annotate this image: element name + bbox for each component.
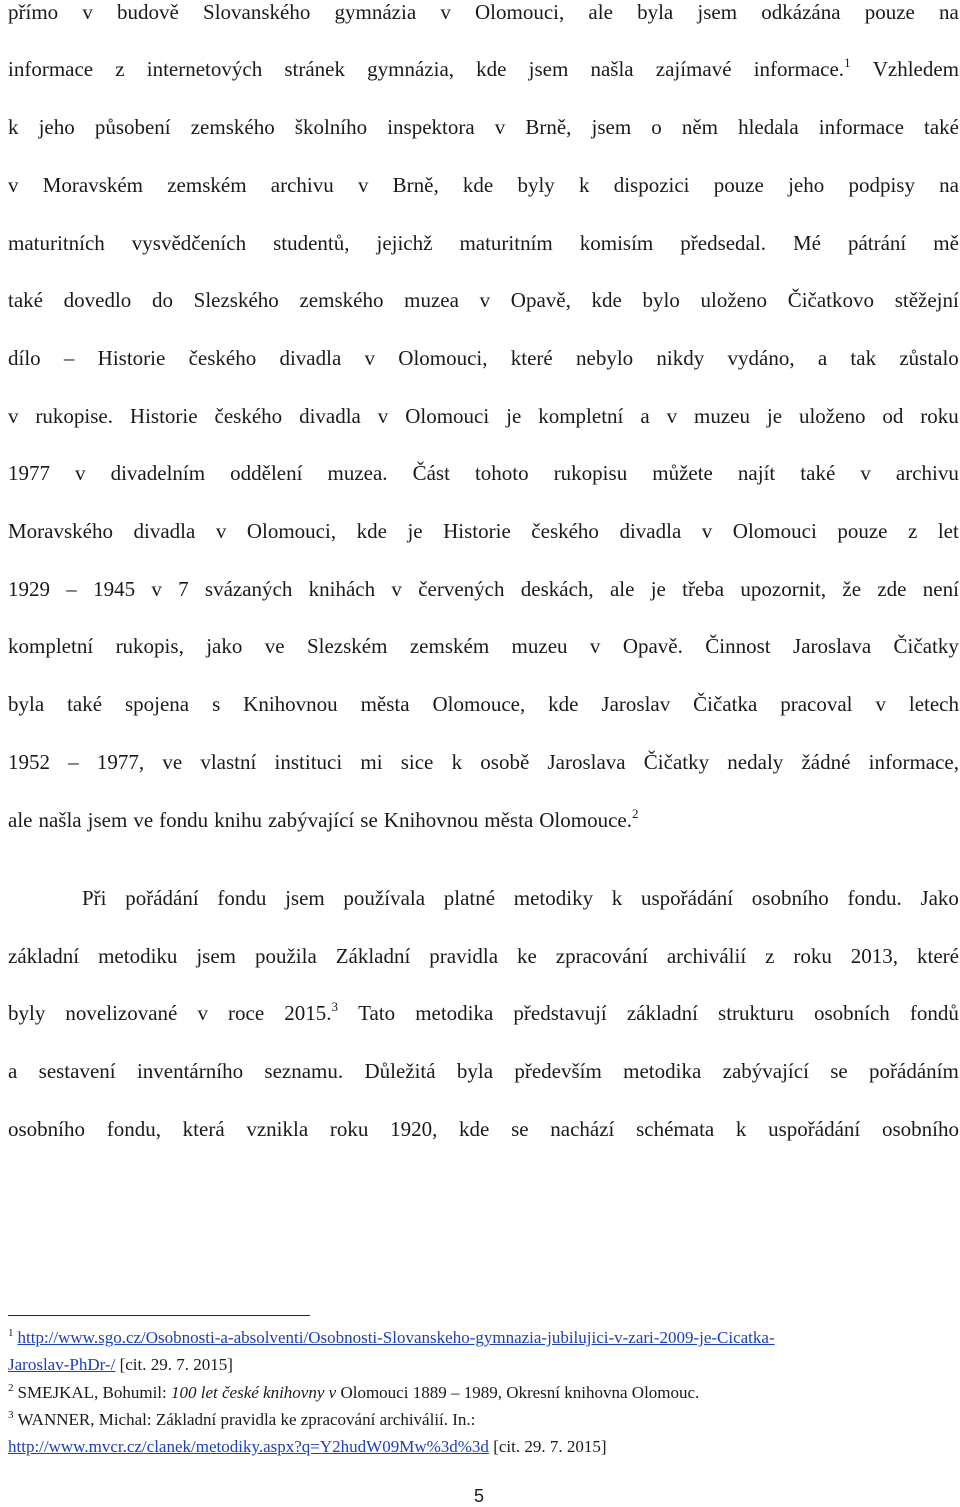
text-line: Při pořádání fondu jsem používala platné metodiky k uspořádání osobního fondu. Jako	[82, 886, 959, 910]
footnote-3-cont	[8, 1437, 607, 1457]
footnote-3-number: 3	[8, 1409, 14, 1421]
text-line: k jeho působení zemského školního inspektora v Brně, jsem o něm hledala informace také	[8, 115, 959, 139]
text-line: v rukopise. Historie českého divadla v Olomouci je kompletní a v muzeu je uloženo od roku	[8, 404, 959, 428]
footnote-2-number: 2	[8, 1382, 14, 1394]
page-number: 5	[474, 1486, 485, 1506]
text-line: základní metodiku jsem použila Základní pravidla ke zpracování archiválií z roku 2013, které	[8, 944, 959, 968]
footnote-2-rest: Olomouci 1889 – 1989, Okresní knihovna Olomouc.	[340, 1383, 700, 1402]
text-line: ale našla jsem ve fondu knihu zabývající se Knihovnou města Olomouce.$^2$	[8, 806, 639, 832]
footnote-3	[8, 1410, 475, 1430]
text-line: dílo – Historie českého divadla v Olomouci, které nebylo nikdy vydáno, a tak zůstalo	[8, 346, 959, 370]
footnote-reference: 2	[632, 806, 639, 821]
footnote-3-cite: [cit. 29. 7. 2015]	[493, 1437, 607, 1456]
footnote-1-number: 1	[8, 1327, 14, 1339]
footnote-reference: 1	[844, 55, 851, 70]
footnote-separator	[8, 1315, 310, 1316]
text-line: 1929 – 1945 v 7 svázaných knihách v červených deskách, ale je třeba upozornit, že zde není	[8, 577, 959, 601]
text-line: 1977 v divadelním oddělení muzea. Část tohoto rukopisu můžete najít také v archivu	[8, 461, 959, 485]
text-line: kompletní rukopis, jako ve Slezském zemském muzeu v Opavě. Činnost Jaroslava Čičatky	[8, 634, 959, 658]
text-line: byla také spojena s Knihovnou města Olomouce, kde Jaroslav Čičatka pracoval v letech	[8, 692, 959, 716]
text-line: maturitních vysvědčeních studentů, jejichž maturitním komisím předsedal. Mé pátrání mě	[8, 231, 959, 255]
text-line: v Moravském zemském archivu v Brně, kde byly k dispozici pouze jeho podpisy na	[8, 173, 959, 197]
text-line: a sestavení inventárního seznamu. Důležitá byla především metodika zabývající se pořádáním	[8, 1059, 959, 1083]
text-line: informace z internetových stránek gymnázia, kde jsem našla zajímavé informace.$^1$ Vzhledem	[8, 55, 959, 81]
footnote-2-author: SMEJKAL, Bohumil:	[17, 1383, 167, 1402]
footnote-2-title: 100 let české knihovny v	[171, 1383, 337, 1402]
footnote-3-text: WANNER, Michal: Základní pravidla ke zpracování archiválií. In.:	[17, 1410, 476, 1429]
text-line: osobního fondu, která vznikla roku 1920, kde se nachází schémata k uspořádání osobního	[8, 1117, 959, 1141]
footnote-1	[8, 1328, 775, 1348]
text-line: 1952 – 1977, ve vlastní instituci mi sice k osobě Jaroslava Čičatky nedaly žádné informace,	[8, 750, 959, 774]
footnote-reference: 3	[331, 999, 338, 1014]
footnote-3-link[interactable]: http://www.mvcr.cz/clanek/metodiky.aspx?q=Y2hudW09Mw%3d%3d	[8, 1437, 489, 1456]
footnote-1-link[interactable]: http://www.sgo.cz/Osobnosti-a-absolventi/Osobnosti-Slovanskeho-gymnazia-jubilujici-v-zari-2009-je-Cicatka-	[17, 1328, 775, 1347]
text-line: byly novelizované v roce 2015.$^3$ Tato metodika představují základní strukturu osobních fondů	[8, 999, 959, 1025]
text-line: také dovedlo do Slezského zemského muzea v Opavě, kde bylo uloženo Čičatkovo stěžejní	[8, 288, 959, 312]
footnote-2	[8, 1383, 699, 1403]
footnote-1-link-cont[interactable]: Jaroslav-PhDr-/	[8, 1355, 116, 1374]
footnote-1-cont	[8, 1355, 233, 1375]
footnote-1-cite: [cit. 29. 7. 2015]	[119, 1355, 233, 1374]
text-line: Moravského divadla v Olomouci, kde je Historie českého divadla v Olomouci pouze z let	[8, 519, 959, 543]
text-line: přímo v budově Slovanského gymnázia v Olomouci, ale byla jsem odkázána pouze na	[8, 0, 959, 24]
